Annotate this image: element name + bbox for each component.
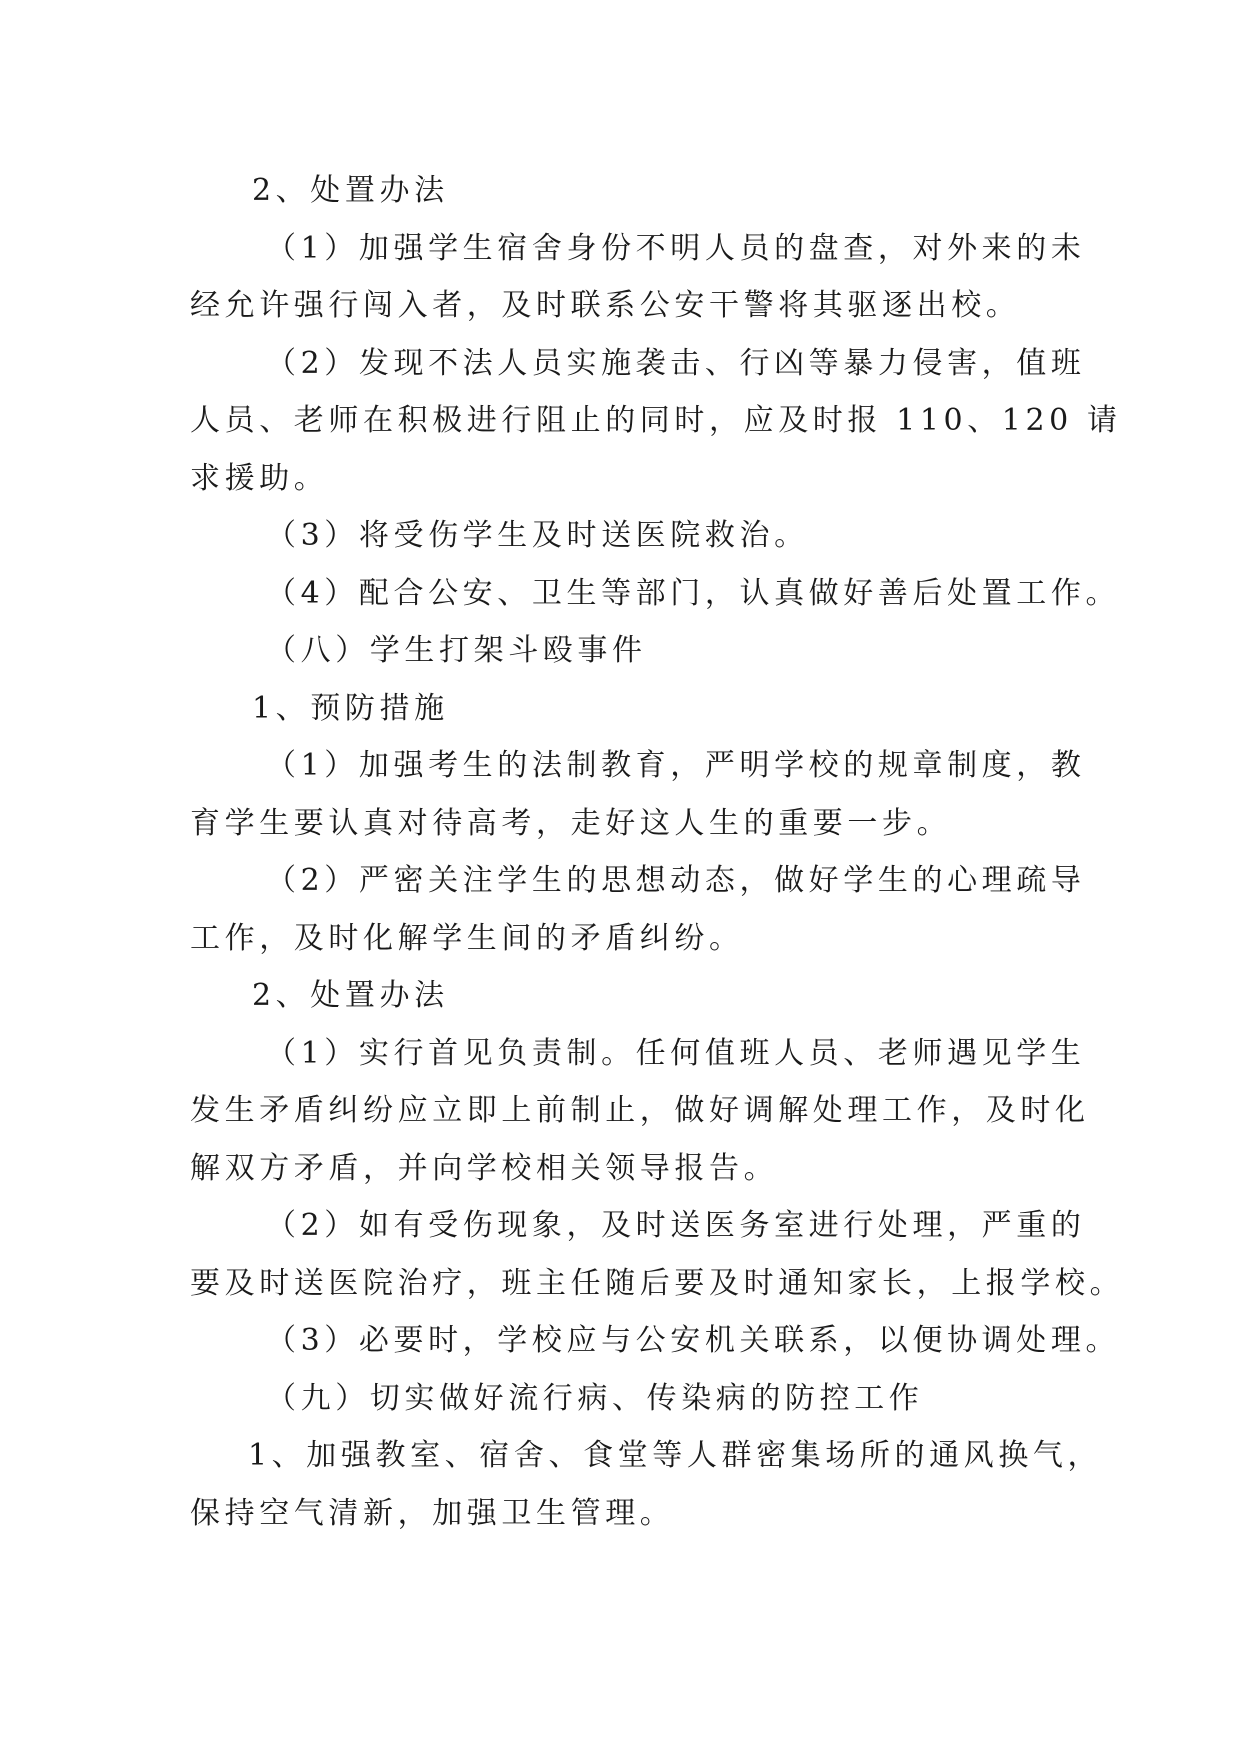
paragraph-line: 求援助。 [190, 460, 329, 496]
body-text [190, 162, 1125, 1542]
paragraph-line: 1、加强教室、宿舍、食堂等人群密集场所的通风换气， [248, 1438, 1103, 1473]
paragraph-line: （2）发现不法人员实施袭击、行凶等暴力侵害，值班 [266, 345, 1086, 381]
paragraph-line: 解双方矛盾，并向学校相关领导报告。 [190, 1150, 779, 1186]
paragraph-line: 经允许强行闯入者，及时联系公安干警将其驱逐出校。 [190, 288, 1021, 323]
paragraph-line: 保持空气清新，加强卫生管理。 [190, 1495, 675, 1531]
paragraph-line: 育学生要认真对待高考，走好这人生的重要一步。 [190, 805, 952, 841]
subheading-prevention: 1、预防措施 [252, 690, 449, 726]
paragraph-line: （1）加强考生的法制教育，严明学校的规章制度，教 [266, 748, 1086, 783]
paragraph-line: （2）严密关注学生的思想动态，做好学生的心理疏导 [266, 863, 1086, 898]
paragraph-line: 人员、老师在积极进行阻止的同时，应及时报 110、120 请 [190, 403, 1122, 438]
subheading-disposal-methods: 2、处置办法 [252, 173, 449, 208]
subheading-disposal-methods: 2、处置办法 [252, 978, 449, 1013]
section-heading-fights: （八）学生打架斗殴事件 [266, 633, 647, 668]
paragraph-line: （1）实行首见负责制。任何值班人员、老师遇见学生 [266, 1035, 1086, 1071]
paragraph-line: （3）将受伤学生及时送医院救治。 [266, 518, 809, 553]
section-heading-epidemic: （九）切实做好流行病、传染病的防控工作 [266, 1380, 924, 1416]
paragraph-line: 发生矛盾纠纷应立即上前制止，做好调解处理工作，及时化 [190, 1093, 1090, 1128]
paragraph-line: 工作，及时化解学生间的矛盾纠纷。 [190, 920, 744, 956]
paragraph-line: （1）加强学生宿舍身份不明人员的盘查，对外来的未 [266, 230, 1086, 266]
paragraph-line: （3）必要时，学校应与公安机关联系，以便协调处理。 [266, 1323, 1121, 1358]
paragraph-line: 要及时送医院治疗，班主任随后要及时通知家长，上报学校。 [190, 1265, 1125, 1301]
paragraph-line: （4）配合公安、卫生等部门，认真做好善后处置工作。 [266, 575, 1121, 611]
paragraph-line: （2）如有受伤现象，及时送医务室进行处理，严重的 [266, 1208, 1086, 1243]
